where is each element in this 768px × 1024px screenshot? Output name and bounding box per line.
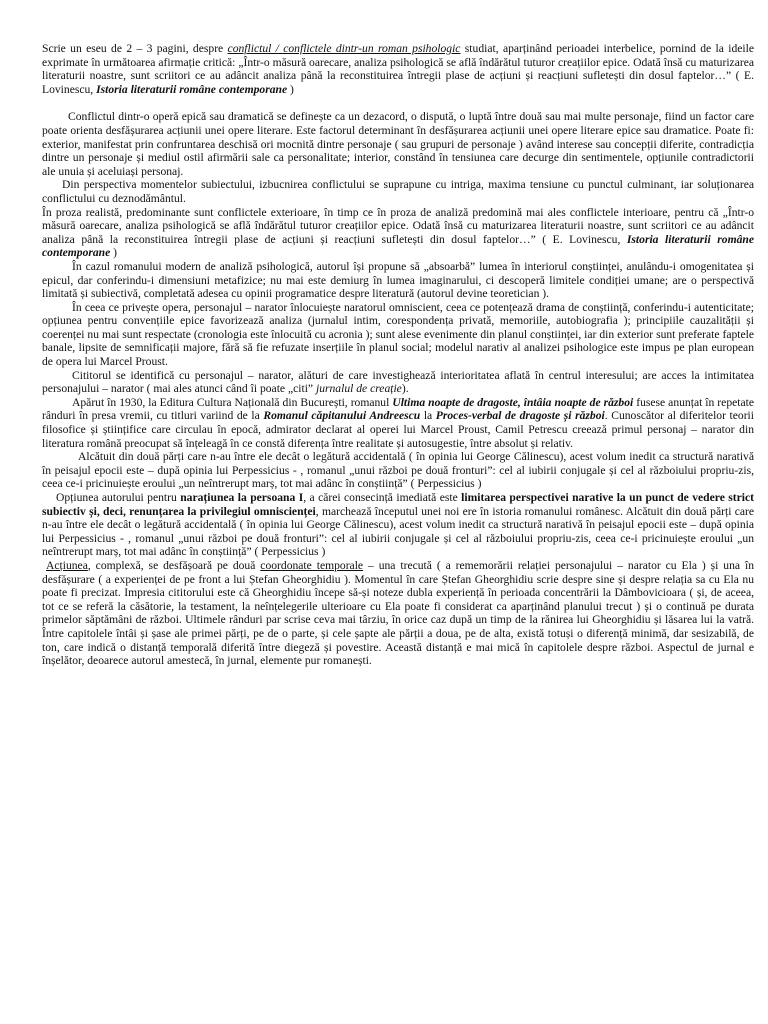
text-run: În ceea ce privește opera, personajul – narator înlocuiește naratorul omniscient, ceea ce potențează drama de conștiință, conferindu-i autenticitate; opțiunea pentru convențiile epice favorizează analiza (jurnalul intim, corespondența privată, memoriile, autobiografia ); principiile cauzalității și coerenței nu mai sunt respectate (cronologia este înlocuită cu acronia ); sunt alese evenimente din planul conștiinței, iar din exterior sunt preferate faptele banale, lipsite de semnificații majore, fără să fie refuzate inserțiile în planul social; modelul narativ al analizei psihologice este impus pe plan european de opera lui Marcel Proust. [42,300,754,369]
paragraph [42,178,754,205]
paragraph [42,206,754,260]
text-run: , marchează începutul unei noi ere în istoria romanului românesc. Alcătuit din două părți care n-au între ele decât o legătură accidentală ( în opinia lui George Călinescu), acest volum inedit ca structură narativă în peisajul epocii este – după opinia lui Perpessicius - , romanul „unui război pe două fronturi”: cel al iubirii conjugale și cel al războiului propriu-zis, ceea ce-i pricinuiește eroului „un neîntrerupt marș, tot mai adânc în conștiință” ( Perpessicius ) [42,504,755,559]
text-run: Opțiunea autorului pentru [56,491,181,504]
text-run: Istoria literaturii române contemporane [42,232,754,260]
essay-body [42,42,754,668]
paragraph [42,260,754,301]
text-run: Alcătuit din două părți care n-au între ele decât o legătură accidentală ( în opinia lui George Călinescu), acest volum inedit ca structură narativă în peisajul epocii este – după opinia lui Perpessicius - , romanul „unui război pe două fronturi”: cel al iubirii conjugale și cel al războiului propriu-zis, ceea ce-i pricinuiește eroului „un neîntrerupt marș, tot mai adânc în conștiință” ( Perpessicius ) [42,450,754,491]
text-run: Scrie un eseu de 2 – 3 pagini, despre [42,42,228,55]
text-run: Cititorul se identifică cu personajul – narator, alături de care investighează interioritatea aflată în centrul interesului; are acces la intimitatea personajului – narator ( mai ales atunci când îi poate „citi” [42,368,754,396]
text-run: narațiunea la persoana I [180,491,304,504]
paragraph [42,301,754,369]
text-run: coordonate temporale [260,558,364,572]
text-run: studiat, aparținând perioadei interbelice, pornind de la ideile exprimate în următoarea afirmație critică: „Într-o măsură oarecare, analiza psihologică se află îndărătul tuturor creațiilor epice. Odată însă cu maturizarea literaturii noastre, sunt scriitori ce au adâncit analiza până la reconstituirea întregii plase de acțiuni și reacțiuni sufletești din dosul faptelor…” ( E. Lovinescu, [42,42,754,96]
text-run: fusese anunțat în repetate rânduri în presa vremii, cu titluri variind de la [42,395,754,423]
text-run: jurnalul de creație [315,382,402,396]
paragraph [42,450,754,491]
text-run: , a cărei consecință imediată este [303,491,462,504]
text-run: În cazul romanului modern de analiză psihologică, autorul își propune să „absoarbă” lumea în interiorul conștiinței, anulându-i omogenitatea și epicul, dar conferindu-i dimensiuni metafizice; nu mai este demiurg în lumea imaginarului, ci descoperă limitele condiției umane; are o perspectivă limitată și subiectivă, completată adesea cu opinii programatice despre literatură (autorul devine teoretician ). [42,259,754,301]
text-run: Proces-verbal de dragoste și război [435,409,605,423]
text-run: . Cunoscător al diferitelor teorii filosofice și științifice care circulau în epocă, admirator declarat al operei lui Marcel Proust, Camil Petrescu creează primul personaj – narator din literatura română preocupat să înțeleagă în ce constă diferența între realitate și autosugestie, între absolut și relativ. [42,409,755,450]
paragraph [42,396,754,450]
text-run: Conflictul dintr-o operă epică sau dramatică se definește ca un dezacord, o dispută, o luptă între două sau mai multe personaje, fiind un factor care poate orienta desfășurarea acțiunii unei opere literare. Este factorul determinant în desfășurarea acțiunii unei opere literare epice sau dramatice. Poate fi: exterior, manifestat prin confruntarea deschisă ori mocnită dintre personaje ( sau grupuri de personaje ) având interese sau concepții diferite, contradicția dintre un personaje și mediul ostil afirmării sale ca personalitate; interior, constând în tensiunea care decurge din sentimentele, opțiunile contradictorii ale unuia și aceluiași personaj. [42,110,754,178]
text-run: ) [110,246,118,260]
text-run: Apărut în 1930, la Editura Cultura Națională din București, romanul [72,395,393,409]
text-run: limitarea perspectivei narative la un punct de vedere strict subiectiv și, deci, renunțarea la privilegiul omniscienței [42,491,755,518]
text-run: , complexă, se desfășoară pe două [87,558,261,572]
text-run: Din perspectiva momentelor subiectului, izbucnirea conflictului se suprapune cu intriga, maxima tensiune cu punctul culminant, iar soluționarea conflictului cu deznodământul. [42,178,754,205]
paragraph [42,42,754,96]
paragraph [42,559,754,668]
paragraph [42,110,754,178]
text-run: Ultima noapte de dragoste, întâia noapte de război [392,395,634,409]
text-run: Istoria literaturii române contemporane [96,82,288,96]
text-run: conflictul / conflictele dintr-un roman psihologic [227,42,461,55]
paragraph [42,369,754,396]
text-run: Romanul căpitanului Andreescu [263,409,421,423]
text-run: – una trecută ( a rememorării relației personajului – narator cu Ela ) și una în desfășurare ( a experienței de pe front a lui Ștefan Gheorghidiu ). Momentul în care Ștefan Gheorghidiu scrie despre sine și despre relația sa cu Ela nu poate fi precizat. Impresia cititorului este că Gheorghidiu începe să-și noteze dubla experiență în perioada concentrării la Dâmbovicioara ( și, de aceea, tot ce se referă la căsătorie, la testament, la neînțelegerile ulterioare cu Ela poate fi considerat ca aparținând planului trecut ) și o continuă pe durata primelor săptămâni de război. Ultimele rânduri par scrise ceva mai târziu, în orice caz după un timp de la rănirea lui Gheorghidiu și lăsarea lui la vatră. Între capitolele întâi și șase ale primei părți, pe de o parte, și cele șapte ale părții a doua, pe de alta, există totuși o diferență minimă, dar sesizabilă, de ton, care indică o distanță temporală diferită între diegeză și povestire. Această distanță e mai mică în capitolele despre război. Aspectul de jurnal e înșelător, deoarece autorul amestecă, în jurnal, elemente pur romanești. [42,558,754,668]
text-run: ) [287,82,294,96]
text-run: ). [401,382,409,396]
text-run: Acțiunea [46,558,88,572]
paragraph [42,491,754,559]
text-run: la [420,409,436,423]
text-run: În proza realistă, predominante sunt conflictele exterioare, în timp ce în proza de analiză predomină mai ales conflictele interioare, pentru că „Într-o măsură oarecare, analiza psihologică se află îndărătul tuturor creațiilor epice. Odată însă cu maturizarea literaturii noastre, sunt scriitori ce au adâncit analiza până la reconstituirea întregii plase de acțiuni și reacțiuni sufletești din dosul faptelor…” ( E. Lovinescu, [42,205,754,246]
